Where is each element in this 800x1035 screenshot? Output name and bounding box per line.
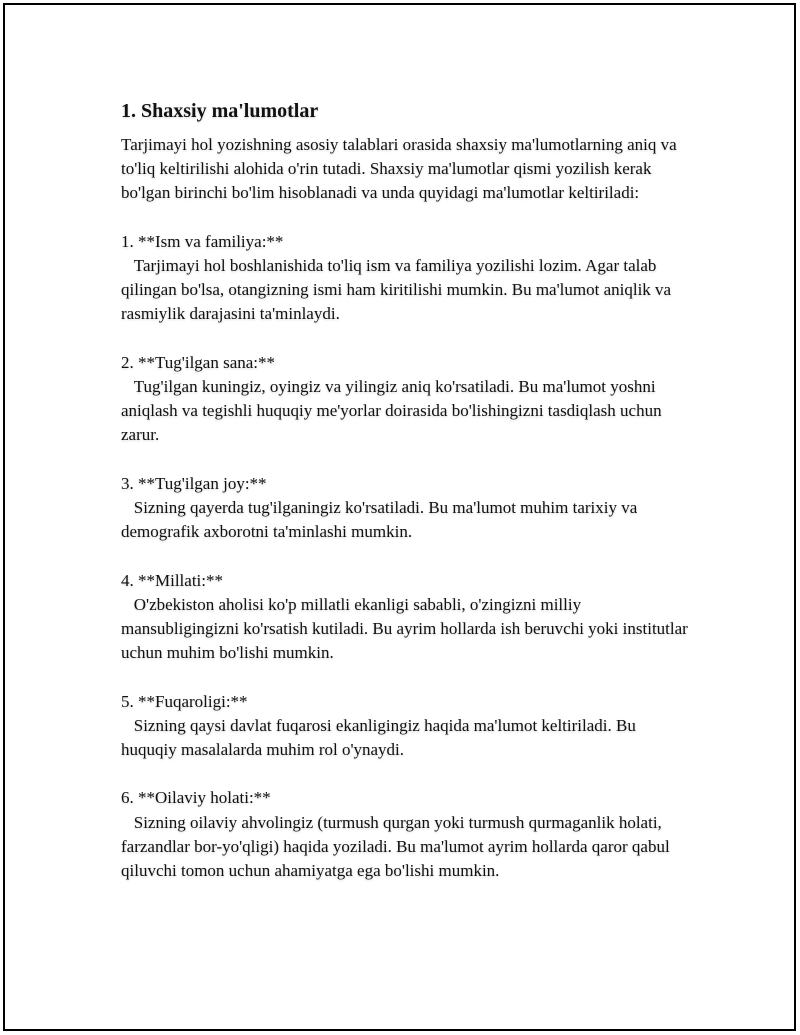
- section-heading: 1. Shaxsiy ma'lumotlar: [121, 100, 319, 122]
- list-item-body: Tarjimayi hol boshlanishida to'liq ism va familiya yozilishi lozim. Agar talab qilingan bo'lsa, otangizning ismi ham kiritilishi mumkin. Bu ma'lumot aniqlik va rasmiylik darajasini ta'minlaydi.: [121, 256, 676, 324]
- list-item-title: 4. **Millati:**: [121, 570, 223, 590]
- list-item-body: Sizning qayerda tug'ilganingiz ko'rsatiladi. Bu ma'lumot muhim tarixiy va demografik axborotni ta'minlashi mumkin.: [121, 498, 642, 542]
- list-item-title: 1. **Ism va familiya:**: [121, 231, 284, 251]
- list-item-name: [121, 230, 691, 327]
- list-item-birth-date: [121, 351, 691, 448]
- page-frame: [3, 3, 796, 1031]
- document-content: [121, 97, 691, 907]
- list-item-body: Sizning qaysi davlat fuqarosi ekanligingiz haqida ma'lumot keltiriladi. Bu huquqiy masalalarda muhim rol o'ynaydi.: [121, 715, 641, 759]
- list-item-birth-place: [121, 472, 691, 545]
- intro-paragraph: Tarjimayi hol yozishning asosiy talablari orasida shaxsiy ma'lumotlarning aniq va to'liq keltirilishi alohida o'rin tutadi. Shaxsiy ma'lumotlar qismi yozilish kerak bo'lgan birinchi bo'lim hisoblanadi va unda quyidagi ma'lumotlar keltiriladi:: [121, 135, 681, 203]
- list-item-citizenship: [121, 690, 691, 763]
- list-item-title: 2. **Tug'ilgan sana:**: [121, 352, 276, 372]
- list-item-title: 3. **Tug'ilgan joy:**: [121, 473, 267, 493]
- list-item-body: Sizning oilaviy ahvolingiz (turmush qurgan yoki turmush qurmaganlik holati, farzandlar bor-yo'qligi) haqida yoziladi. Bu ma'lumot ayrim hollarda qaror qabul qiluvchi tomon uchun ahamiyatga ega bo'lishi mumkin.: [121, 812, 674, 880]
- list-item-body: O'zbekiston aholisi ko'p millatli ekanligi sababli, o'zingizni milliy mansubligingizni ko'rsatish kutiladi. Bu ayrim hollarda ish beruvchi yoki institutlar uchun muhim bo'lishi mumkin.: [121, 594, 693, 663]
- list-item-nationality: [121, 569, 691, 666]
- list-item-title: 5. **Fuqaroligi:**: [121, 691, 248, 711]
- list-item-title: 6. **Oilaviy holati:**: [121, 788, 271, 808]
- list-item-marital-status: [121, 786, 691, 883]
- list-item-body: Tug'ilgan kuningiz, oyingiz va yilingiz aniq ko'rsatiladi. Bu ma'lumot yoshni aniqlash va tegishli huquqiy me'yorlar doirasida bo'lishingizni tasdiqlash uchun zarur.: [121, 377, 666, 445]
